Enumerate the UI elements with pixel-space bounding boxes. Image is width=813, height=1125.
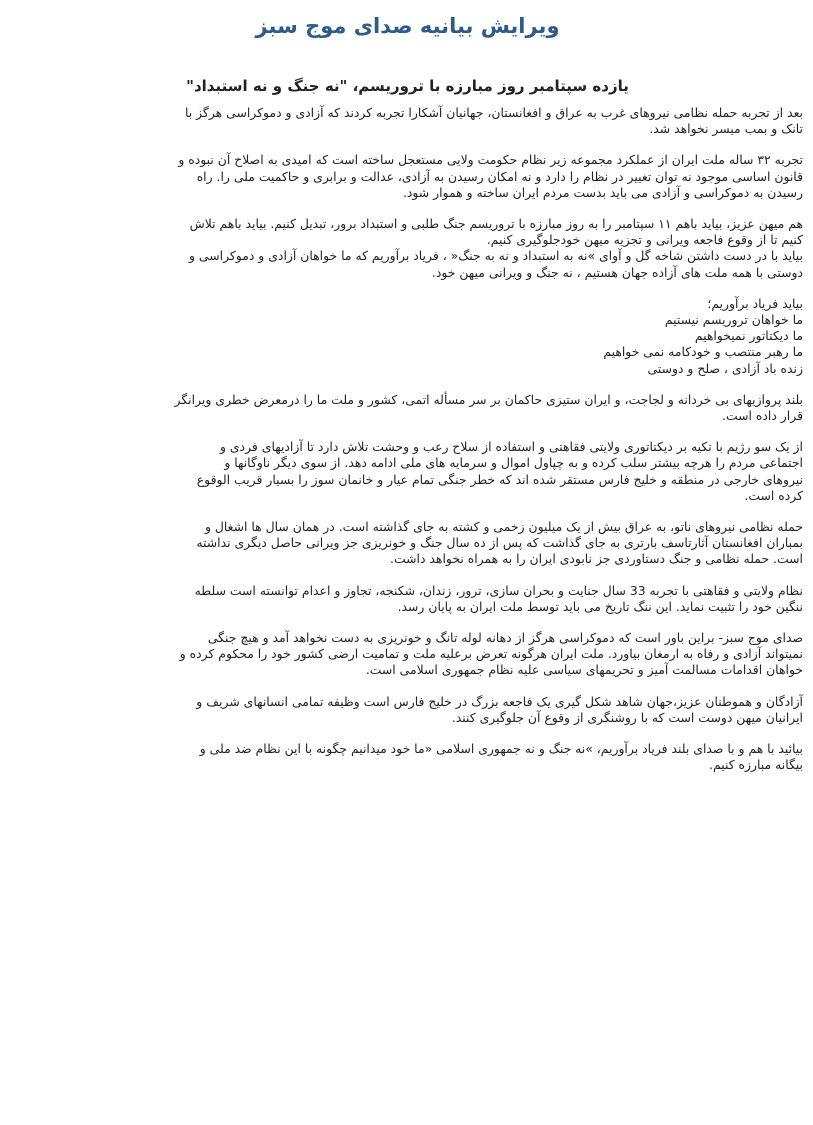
paragraph-line: ما دیکتاتور نمیخواهیم	[694, 328, 803, 344]
paragraph-line: صدای موج سبز- براین باور است که دموکراسی هرگز از دهانه لوله تانگ و خونریزی به دست نخواهد آمد و هیچ جنگی	[207, 630, 803, 646]
paragraph-line: بیائید با هم و با صدای بلند فریاد برآوریم، »نه جنگ و نه جمهوری اسلامی «ما خود میدانیم چگونه با این نظام ضد ملی و	[199, 741, 803, 757]
page-title: ویرایش بیانیه صدای موج سبز	[255, 14, 560, 38]
paragraph	[12, 741, 803, 773]
statement-page	[0, 10, 813, 774]
paragraph-line: حمله نظامی نیروهای ناتو، به عراق بیش از یک میلیون زخمی و کشته به جای گذاشته است. در همان سال ها اشغال و	[204, 519, 803, 535]
paragraph-line: قرار داده است.	[722, 408, 803, 424]
paragraph-line: تانک و بمب میسر نخواهد شد.	[649, 121, 803, 137]
paragraph	[12, 694, 803, 726]
paragraph-line: نمیتواند آزادی و رفاه به ارمغان بیاورد. ملت ایران هرگونه تعرض برعلیه ملت و تمامیت ارضی کشور خود را محکوم کرده و	[179, 646, 803, 662]
paragraph	[12, 583, 803, 615]
paragraph-line: کرده است.	[744, 487, 803, 503]
paragraph-line: نظام ولایتی و فقاهتی با تجربه 33 سال جنایت و بحران سازی، ترور، زندان، شکنجه، تجاوز و اعدام توانسته است سلطه	[194, 582, 803, 598]
paragraph	[12, 152, 803, 201]
paragraph-line: بیاید فریاد برآوریم؛	[707, 295, 803, 311]
paragraph-line: بیگانه مبارزه کنیم.	[709, 757, 803, 773]
paragraph-line: آزادگان و هموطنان عزیز،جهان شاهد شکل گیری یک فاجعه بزرگ در خلیج فارس است وظیفه تمامی انسانهای شریف و	[196, 693, 803, 709]
statement-subtitle: یازده سپتامبر روز مبارزه با تروریسم، "نه جنگ و نه استبداد"	[186, 77, 629, 95]
paragraph-line: قانون اساسی موجود نه توان تغییر در نظام را دارد و نه امکان رسیدن به آزادی، عدالت و برابری و حاکمیت ملی را. راه	[196, 168, 803, 184]
paragraph	[12, 216, 803, 248]
paragraph-line: ما رهبر منتصب و خودکامه نمی خواهیم	[603, 344, 803, 360]
paragraph	[12, 630, 803, 679]
paragraph-line: ننگین خود را تثبیت نماید. این ننگ تاریخ می باید توسط ملت ایران به پایان رسد.	[397, 598, 803, 614]
paragraph	[12, 105, 803, 137]
paragraph-line: از یک سو رژیم با تکیه بر دیکتاتوری ولایتی فقاهتی و استفاده از سلاح رعب و وحشت تلاش دارد تا آزادیهای فردی و	[219, 439, 803, 455]
paragraph-line: نیروهای خارجی در منطقه و خلیج فارس مستقر شده اند که خطر جنگی تمام عیار و خانمان سوز را بسیار قریب الوقوع	[196, 471, 803, 487]
paragraph-line: ایرانیان میهن دوست است که با روشنگری از وقوع آن جلوگیری کنند.	[451, 709, 803, 725]
paragraph	[12, 392, 803, 424]
paragraph-line: رسیدن به دموکراسی و آزادی می باید بدست مردم ایران ساخته و هموار شود.	[402, 184, 803, 200]
paragraph-line: بعد از تجربه حمله نظامی نیروهای غرب به عراق و افغانستان، جهانیان آشکارا تجربه کردند که آزادی و دموکراسی هرگز با	[184, 105, 803, 120]
paragraph-line: بمباران افغانستان آثارتاسف بارتری به جای گذاشت که پس از ده سال جنگ و خونریزی جز ویرانی حاصل دیگری نداشته	[196, 535, 803, 551]
paragraph	[12, 519, 803, 568]
paragraph	[12, 248, 803, 280]
paragraph-line: ما خواهان تروریسم نیستیم	[664, 312, 803, 328]
paragraph-line: بیاید با در دست داشتن شاخه گل و آوای »نه به استبداد و نه به جنگ« ، فریاد برآوریم که ما خواهان آزادی و دموکراسی و	[189, 248, 803, 264]
paragraph-line: تجربه ۳۲ ساله ملت ایران از عملکرد مجموعه زیر نظام حکومت ولایی مستعجل ساخته است که امیدی به اصلاح آن نبوده و	[178, 152, 803, 168]
paragraph	[12, 296, 803, 377]
statement-body	[12, 105, 803, 774]
paragraph-line: اجتماعی مردم را هرچه بیشتر سلب کرده و به چپاول اموال و سرمایه های ملی ادامه دهد. از سوی دیگر ناوگانها و	[224, 455, 803, 471]
paragraph	[12, 439, 803, 504]
paragraph-line: کنیم تا از وقوع فاجعه ویرانی و تجزیه میهن خودجلوگیری کنیم.	[486, 232, 803, 248]
paragraph-line: است. حمله نظامی و جنگ دستاوردی جز نابودی ایران را به همراه نخواهد داشت.	[390, 551, 803, 567]
paragraph-line: هم میهن عزیز، بیاید باهم ۱۱ سپتامبر را به روز مبارزه با تروریسم جنگ طلبی و استبداد برور، تبدیل کنیم. بیاید باهم تلاش	[189, 216, 803, 232]
paragraph-line: زنده باد آزادی ، صلح و دوستی	[647, 360, 803, 376]
paragraph-line: خواهان اقدامات مسالمت آمیز و تحریمهای سیاسی علیه نظام جمهوری اسلامی است.	[365, 662, 803, 678]
paragraph-line: دوستی با همه ملت های آزاده جهان هستیم ، نه جنگ و ویرانی میهن خود.	[431, 264, 803, 280]
paragraph-line: بلند پروازیهای بی خردانه و لجاجت، و ایران ستیزی حاکمان بر سر مسأله اتمی، کشور و ملت ما را درمعرض خطری ویرانگر	[174, 391, 803, 407]
